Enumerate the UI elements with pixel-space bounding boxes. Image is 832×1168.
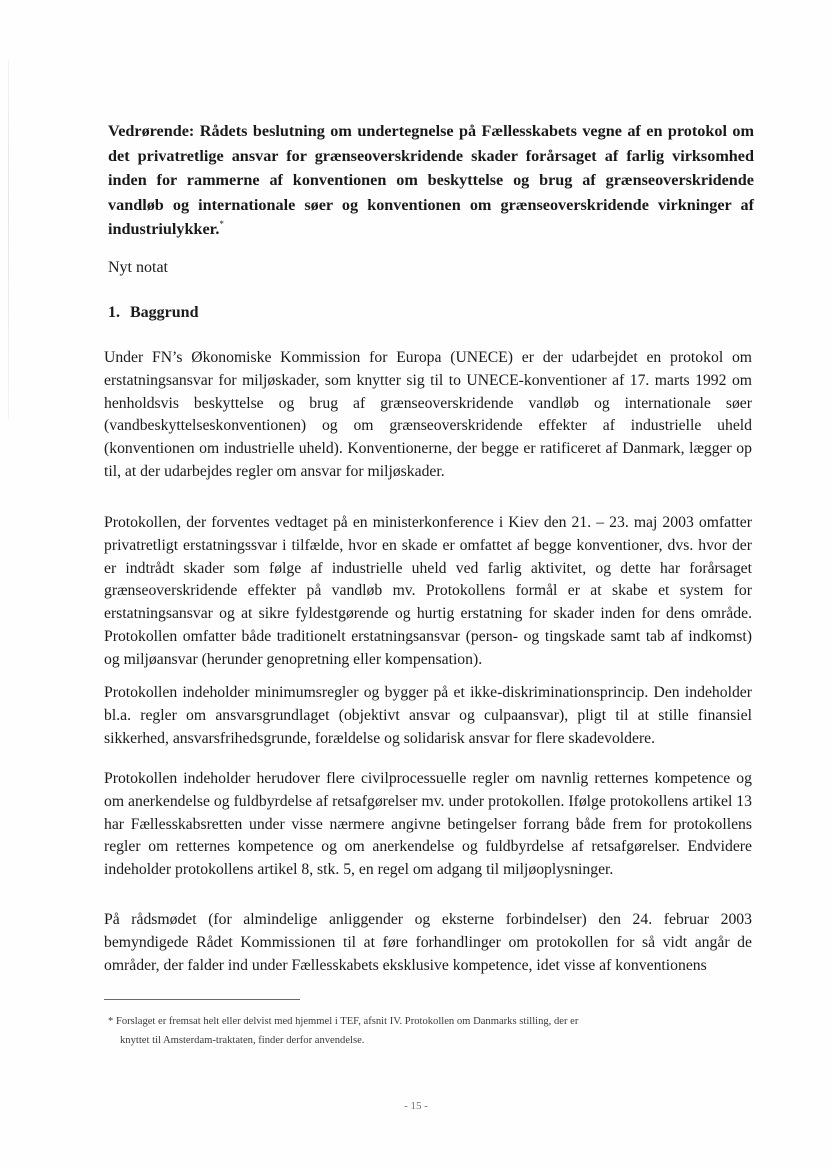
section-number: 1. bbox=[108, 304, 120, 321]
footnote-marker: * bbox=[108, 1016, 114, 1027]
page-number: - 15 - bbox=[404, 1100, 428, 1112]
footnote-line-2: knyttet til Amsterdam-traktaten, finder derfor anvendelse. bbox=[120, 1035, 365, 1046]
document-title-text: Vedrørende: Rådets beslutning om undertegnelse på Fællesskabets vegne af en protokol om det privatretlige ansvar for grænseoverskridende skader forårsaget af farlig virksomhed inden for rammerne af konventionen om beskyttelse og brug af grænseoverskridende vandløb og internationale søer og konventionen om grænseoverskridende virkninger af industriulykker. bbox=[108, 122, 754, 238]
section-heading bbox=[108, 304, 198, 322]
paragraph-protocol-scope: Protokollen, der forventes vedtaget på en ministerkonference i Kiev den 21. – 23. maj 2003 omfatter privatretligt erstatningssvar i tilfælde, hvor en skade er omfattet af begge konventioner, dvs. hvor der er indtrådt skader som følge af industrielle uheld ved farlig aktivitet, og dette har forårsaget grænseoverskridende effekter på vandløb mv. Protokollens formål er at skabe et system for erstatningsansvar og at sikre fyldestgørende og hurtig erstatning for skader inden for dens område. Protokollen omfatter både traditionelt erstatningsansvar (person- og tingskade samt tab af indkomst) og miljøansvar (herunder genopretning eller kompensation). bbox=[104, 514, 752, 668]
note-label: Nyt notat bbox=[108, 259, 168, 276]
paragraph-civil-procedure: Protokollen indeholder herudover flere civilprocessuelle regler om navnlig retternes kompetence og om anerkendelse og fuldbyrdelse af retsafgørelser mv. under protokollen. Ifølge protokollens artikel 13 har Fællesskabsretten under visse nærmere angivne betingelser forrang både frem for protokollens regler om retternes kompetence og om anerkendelse og fuldbyrdelse af retsafgørelser. Endvidere indeholder protokollens artikel 8, stk. 5, en regel om adgang til miljøoplysninger. bbox=[104, 770, 752, 879]
paragraph-council-meeting: På rådsmødet (for almindelige anliggender og eksterne forbindelser) den 24. februar 2003 bemyndigede Rådet Kommissionen til at føre forhandlinger om protokollen for så vidt angår de områder, der falder ind under Fællesskabets eksklusive kompetence, idet visse af konventionens bbox=[104, 911, 752, 974]
footnote bbox=[108, 1012, 748, 1050]
scan-edge-shadow bbox=[8, 60, 9, 420]
paragraph-background: Under FN’s Økonomiske Kommission for Europa (UNECE) er der udarbejdet en protokol om erstatningsansvar for miljøskader, som knytter sig til to UNECE-konventioner af 17. marts 1992 om henholdsvis beskyttelse og brug af grænseoverskridende vandløb og internationale søer (vandbeskyttelseskonventionen) og om grænseoverskridende effekter af industrielle uheld (konventionen om industrielle uheld). Konventionerne, der begge er ratificeret af Danmark, lægger op til, at der udarbejdes regler om ansvar for miljøskader. bbox=[104, 349, 752, 480]
footnote-line-1: Forslaget er fremsat helt eller delvist med hjemmel i TEF, afsnit IV. Protokollen om Danmarks stilling, der er bbox=[115, 1016, 579, 1027]
document-title bbox=[108, 119, 754, 242]
paragraph-minimum-rules: Protokollen indeholder minimumsregler og bygger på et ikke-diskriminationsprincip. Den indeholder bl.a. regler om ansvarsgrundlaget (objektivt ansvar og culpaansvar), pligt til at stille finansiel sikkerhed, ansvarsfrihedsgrunde, forældelse og solidarisk ansvar for flere skadevoldere. bbox=[104, 684, 752, 747]
section-heading-text: Baggrund bbox=[130, 304, 199, 321]
footnote-separator bbox=[104, 999, 300, 1000]
title-footnote-marker: * bbox=[219, 219, 224, 229]
